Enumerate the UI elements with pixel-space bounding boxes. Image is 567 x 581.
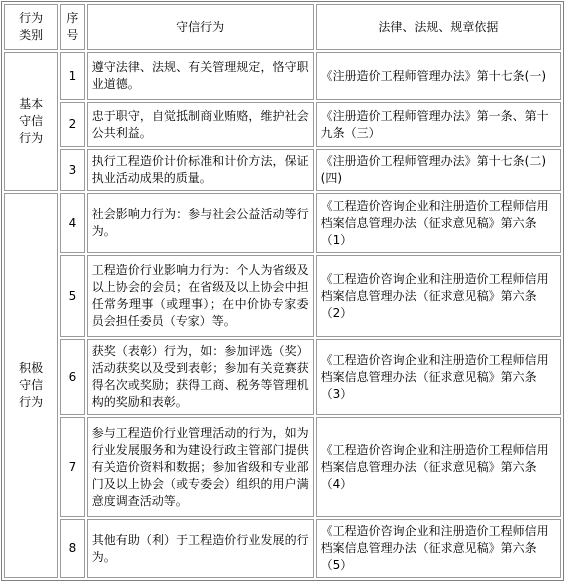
table-row	[4, 339, 561, 415]
row-basis: 《工程造价咨询企业和注册造价工程师信用档案信息管理办法（征求意见稿》第六条（3）	[316, 339, 561, 415]
row-behavior: 忠于职守，自觉抵制商业贿赂，维护社会公共利益。	[87, 102, 314, 147]
row-basis: 《注册造价工程师管理办法》第十七条(一)	[316, 52, 561, 100]
header-index: 序 号	[60, 4, 85, 50]
row-behavior: 社会影响力行为：参与社会公益活动等行为。	[87, 193, 314, 253]
row-behavior: 执行工程造价计价标准和计价方法，保证执业活动成果的质量。	[87, 149, 314, 191]
row-behavior: 工程造价行业影响力行为：个人为省级及以上协会的会员；在省级及以上协会中担任常务理事（或理事）；在中价协专家委员会担任委员（专家）等。	[87, 255, 314, 337]
table-row	[4, 52, 561, 100]
table-row	[4, 255, 561, 337]
category-basic: 基本 守信 行为	[4, 52, 58, 191]
row-index: 2	[60, 102, 85, 147]
row-index: 1	[60, 52, 85, 100]
row-index: 7	[60, 417, 85, 517]
row-behavior: 遵守法律、法规、有关管理规定，恪守职业道德。	[87, 52, 314, 100]
header-behavior: 守信行为	[87, 4, 314, 50]
row-basis: 《注册造价工程师管理办法》第一条、第十九条（三）	[316, 102, 561, 147]
row-index: 3	[60, 149, 85, 191]
row-basis: 《工程造价咨询企业和注册造价工程师信用档案信息管理办法（征求意见稿》第六条（2）	[316, 255, 561, 337]
row-basis: 《工程造价咨询企业和注册造价工程师信用档案信息管理办法（征求意见稿》第六条（5）	[316, 519, 561, 578]
row-behavior: 其他有助（利）于工程造价行业发展的行为。	[87, 519, 314, 578]
table-row	[4, 519, 561, 578]
category-active: 积极 守信 行为	[4, 193, 58, 578]
row-behavior: 获奖（表彰）行为，如：参加评选（奖）活动获奖以及受到表彰；参加有关竞赛获得名次或奖励；获得工商、税务等管理机构的奖励和表彰。	[87, 339, 314, 415]
row-index: 4	[60, 193, 85, 253]
header-row	[4, 4, 561, 50]
row-basis: 《工程造价咨询企业和注册造价工程师信用档案信息管理办法（征求意见稿》第六条（1）	[316, 193, 561, 253]
table-row	[4, 193, 561, 253]
row-index: 8	[60, 519, 85, 578]
table-row	[4, 417, 561, 517]
header-category: 行为 类别	[4, 4, 58, 50]
row-basis: 《注册造价工程师管理办法》第十七条(二)(四)	[316, 149, 561, 191]
credit-behavior-table	[1, 1, 564, 581]
row-behavior: 参与工程造价行业管理活动的行为，如为行业发展服务和为建设行政主管部门提供有关造价资料和数据；参加省级和专业部门及以上协会（或专委会）组织的用户满意度调查活动等。	[87, 417, 314, 517]
row-index: 6	[60, 339, 85, 415]
row-index: 5	[60, 255, 85, 337]
table-row	[4, 102, 561, 147]
row-basis: 《工程造价咨询企业和注册造价工程师信用档案信息管理办法（征求意见稿》第六条（4）	[316, 417, 561, 517]
table-row	[4, 149, 561, 191]
header-basis: 法律、法规、规章依据	[316, 4, 561, 50]
